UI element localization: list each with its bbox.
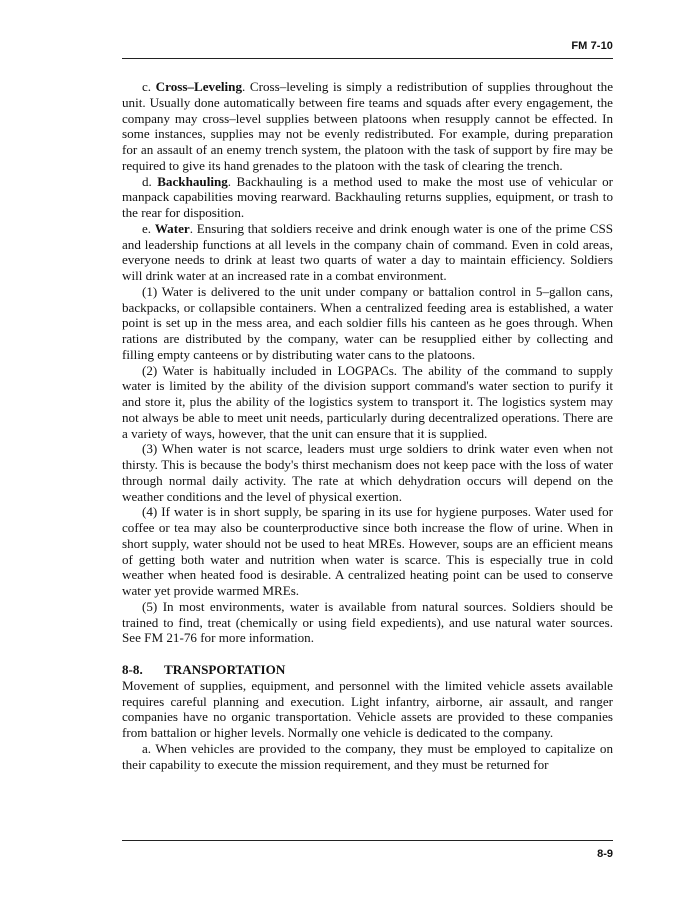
subparagraph-water-2: (2) Water is habitually included in LOGPACs. The ability of the command to supply water is limited by the ability of the division support command's water section to purify it and store it, plus the ability of the logistics system to transport it. The logistics system may not always be able to meet unit needs, particularly during decentralized operations. There are a variety of ways, however, that the unit can ensure that it is supplied. [122, 362, 613, 441]
paragraph-title: Water [154, 220, 190, 236]
paragraph-vehicles: a. When vehicles are provided to the company, they must be employed to capitalize on their capability to execute the mission requirement, and they must be returned for [122, 740, 613, 772]
paragraph-letter: e. [142, 220, 155, 236]
subparagraph-water-4: (4) If water is in short supply, be sparing in its use for hygiene purposes. Water used for coffee or tea may also be counterproductive since both increase the flow of urine. When in short supply, water should not be used to heat MREs. However, soups are an efficient means of getting both water and nutrition when water is scarce. This is especially true in cold weather when heated food is desirable. A centralized heating point can be used to conserve water yet provide warmed MREs. [122, 504, 613, 598]
subparagraph-water-1: (1) Water is delivered to the unit under company or battalion control in 5–gallon cans, backpacks, or collapsible containers. When a centralized feeding area is established, a water point is set up in the mess area, and each soldier fills his canteen as he goes through. When rations are distributed by the company, water can be resupplied either by collecting and filling empty canteens or by distributing water cans to the platoons. [122, 283, 613, 362]
paragraph-letter: c. [142, 79, 156, 94]
section-title: TRANSPORTATION [164, 662, 286, 677]
paragraph-text: . Cross–leveling is simply a redistribution of supplies throughout the unit. Usually done automatically between fire teams and squads after every engagement, the company may cross–level supplies between platoons when resupply cannot be effected. In some instances, supplies may not be evenly redistributed. For example, during preparation for an assault of an enemy trench system, the platoon with the task of support by fire may be required to give its hand grenades to the platoon with the task of clearing the trench. [122, 79, 614, 173]
footer-rule [122, 840, 613, 841]
section-number: 8-8. [122, 662, 143, 677]
page-number: 8-9 [597, 848, 613, 860]
paragraph-letter: d. [142, 173, 158, 189]
subparagraph-water-3: (3) When water is not scarce, leaders must urge soldiers to drink water even when not thirsty. This is because the body's thirst mechanism does not keep pace with the loss of water through normal daily activity. The rate at which dehydration occurs will depend on the weather conditions and the level of physical exertion. [122, 441, 613, 504]
subparagraph-water-5: (5) In most environments, water is available from natural sources. Soldiers should be trained to find, treat (chemically or using field expedients), and use natural water sources. See FM 21-76 for more information. [122, 598, 613, 646]
running-header: FM 7-10 [571, 40, 613, 52]
paragraph-title: Backhauling [157, 173, 228, 189]
paragraph-title: Cross–Leveling [155, 79, 242, 94]
section-heading [122, 662, 613, 678]
header-rule [122, 58, 613, 59]
section-intro: Movement of supplies, equipment, and personnel with the limited vehicle assets available requires careful planning and execution. Light infantry, airborne, air assault, and ranger companies have no organic transportation. Vehicle assets are provided to these companies from battalion or higher levels. Normally one vehicle is dedicated to the company. [122, 677, 613, 740]
paragraph-text: . Backhauling is a method used to make the most use of vehicular or manpack capabilities moving rearward. Backhauling returns supplies, equipment, or trash to the rear for disposition. [122, 173, 613, 220]
paragraph-cross-leveling [122, 79, 613, 174]
paragraph-backhauling [122, 174, 613, 221]
paragraph-text: . Ensuring that soldiers receive and drink enough water is one of the prime CSS and leadership functions at all levels in the company chain of command. Even in cold areas, everyone needs to drink at least two quarts of water a day to maintain efficiency. Soldiers will drink water at an increased rate in a combat environment. [122, 220, 614, 283]
paragraph-water [122, 221, 613, 284]
page-body [122, 79, 613, 772]
